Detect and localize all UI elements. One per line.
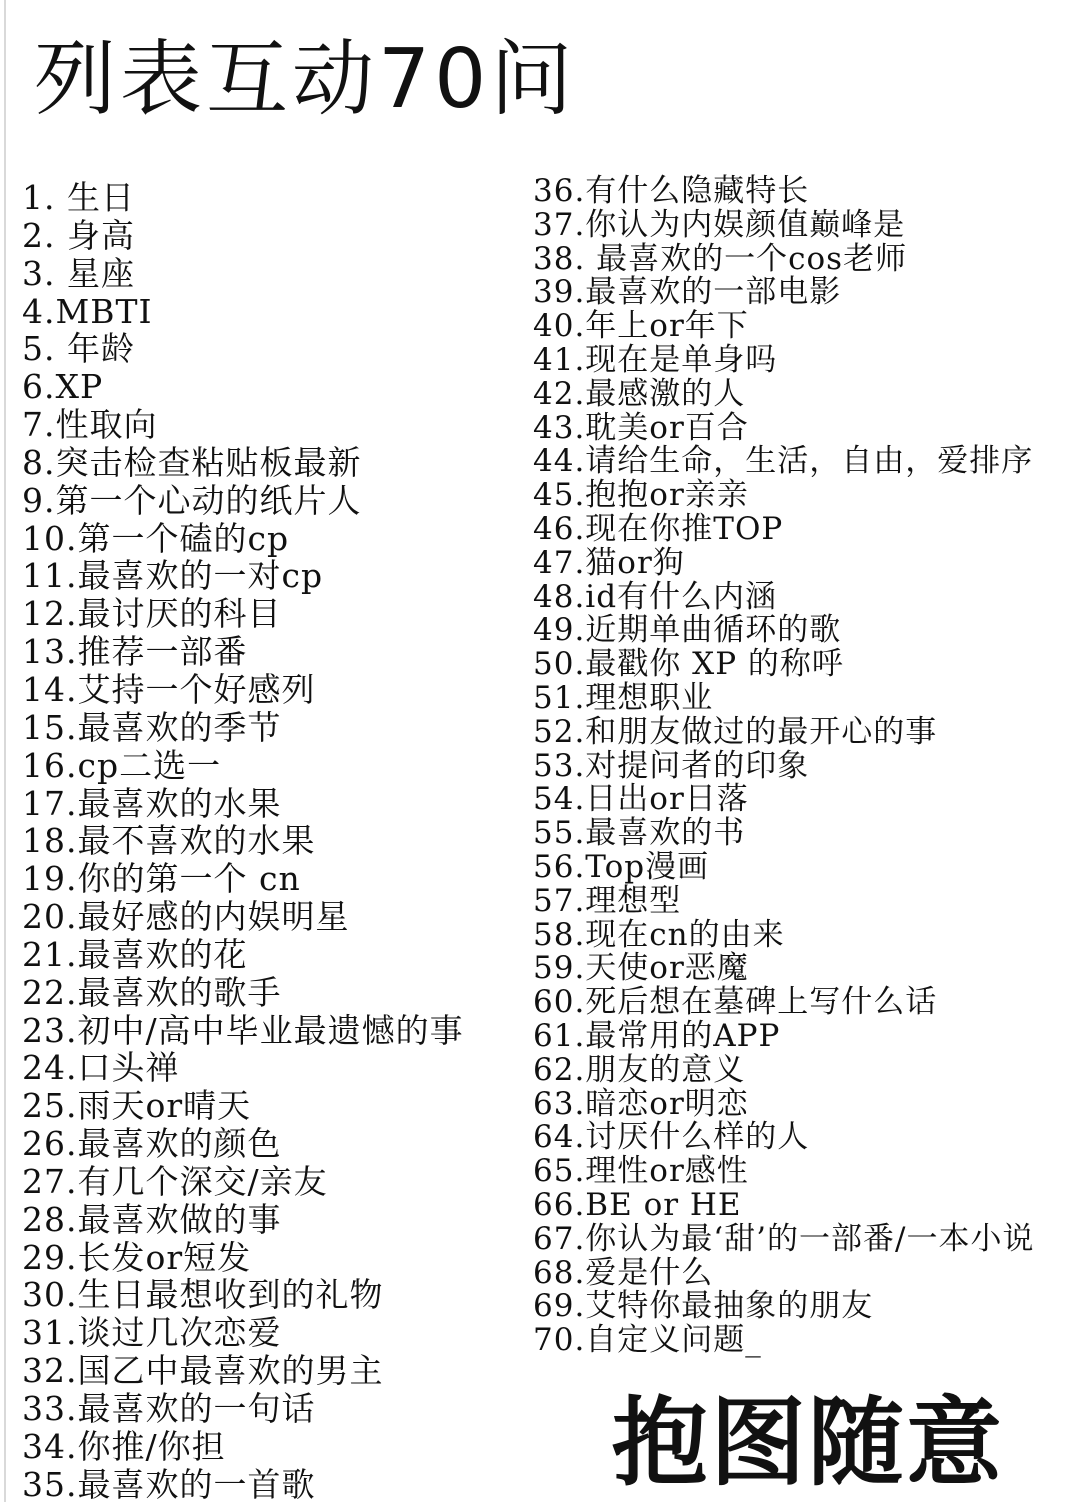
question-item: 59.天使or恶魔 [533, 950, 749, 987]
question-item: 47.猫or狗 [533, 544, 685, 581]
question-item: 32.国乙中最喜欢的男主 [22, 1351, 384, 1391]
question-item: 56.Top漫画 [533, 848, 710, 885]
question-item: 62.朋友的意义 [533, 1051, 746, 1088]
question-item: 57.理想型 [533, 882, 682, 919]
question-item: 49.近期单曲循环的歌 [533, 612, 842, 649]
question-item: 30.生日最想收到的礼物 [22, 1275, 384, 1315]
question-item: 22.最喜欢的歌手 [22, 972, 282, 1012]
question-item: 53.对提问者的印象 [533, 747, 810, 784]
tagline: 抱图随意 [612, 1387, 1004, 1499]
question-item: 27.有几个深交/亲友 [22, 1161, 328, 1201]
question-item: 51.理想职业 [533, 679, 714, 716]
question-item: 54.日出or日落 [533, 781, 749, 818]
question-item: 43.耽美or百合 [533, 409, 749, 446]
question-item: 25.雨天or晴天 [22, 1086, 252, 1126]
question-item: 42.最感激的人 [533, 375, 746, 412]
question-item: 4.MBTI [22, 291, 153, 331]
question-item: 16.cp二选一 [22, 745, 222, 785]
question-item: 28.最喜欢做的事 [22, 1199, 282, 1239]
question-item: 1. 生日 [22, 178, 135, 217]
question-item: 64.讨厌什么样的人 [533, 1119, 810, 1156]
question-item: 14.艾持一个好感列 [22, 669, 316, 709]
question-item: 41.现在是单身吗 [533, 341, 778, 378]
question-item: 3. 星座 [22, 253, 135, 293]
question-item: 36.有什么隐藏特长 [533, 173, 810, 209]
question-item: 50.最戳你 XP 的称呼 [533, 646, 844, 683]
question-item: 61.最常用的APP [533, 1017, 781, 1054]
question-item: 34.你推/你担 [22, 1426, 226, 1466]
question-item: 45.抱抱or亲亲 [533, 477, 749, 514]
question-item: 44.请给生命，生活，自由，爱排序 [533, 443, 1034, 480]
question-item: 70.自定义问题_ [533, 1322, 762, 1359]
left-border-line [4, 0, 6, 1502]
question-item: 67.你认为最‘甜’的一部番/一本小说 [533, 1220, 1035, 1257]
question-item: 13.推荐一部番 [22, 632, 248, 672]
question-item: 69.艾特你最抽象的朋友 [533, 1288, 874, 1325]
question-item: 23.初中/高中毕业最遗憾的事 [22, 1010, 464, 1050]
question-list-left-column [22, 179, 522, 1504]
question-item: 6.XP [22, 367, 104, 407]
question-item: 8.突击检查粘贴板最新 [22, 442, 362, 482]
question-item: 17.最喜欢的水果 [22, 783, 282, 823]
question-item: 19.你的第一个 cn [22, 859, 301, 899]
question-item: 52.和朋友做过的最开心的事 [533, 713, 938, 750]
question-item: 29.长发or短发 [22, 1237, 252, 1277]
question-item: 20.最好感的内娱明星 [22, 897, 350, 937]
question-item: 68.爱是什么 [533, 1254, 714, 1291]
question-item: 24.口头禅 [22, 1048, 180, 1088]
question-item: 38. 最喜欢的一个cos老师 [533, 240, 908, 277]
question-item: 55.最喜欢的书 [533, 815, 746, 852]
page-title: 列表互动70问 [34, 32, 577, 127]
question-item: 2. 身高 [22, 215, 135, 255]
question-item: 7.性取向 [22, 405, 158, 445]
question-item: 66.BE or HE [533, 1186, 742, 1223]
question-item: 18.最不喜欢的水果 [22, 821, 316, 861]
question-item: 60.死后想在墓碑上写什么话 [533, 984, 938, 1021]
question-item: 5. 年龄 [22, 329, 135, 369]
question-list-right-column [533, 175, 1073, 1358]
question-item: 46.现在你推TOP [533, 510, 784, 547]
question-item: 11.最喜欢的一对cp [22, 556, 324, 596]
question-item: 15.最喜欢的季节 [22, 707, 282, 747]
question-item: 48.id有什么内涵 [533, 578, 778, 615]
question-item: 65.理性or感性 [533, 1153, 749, 1190]
question-item: 21.最喜欢的花 [22, 934, 248, 974]
question-item: 9.第一个心动的纸片人 [22, 480, 362, 520]
question-item: 40.年上or年下 [533, 308, 749, 345]
question-item: 26.最喜欢的颜色 [22, 1124, 282, 1164]
question-item: 12.最讨厌的科目 [22, 594, 282, 634]
question-item: 39.最喜欢的一部电影 [533, 274, 842, 311]
question-item: 10.第一个磕的cp [22, 518, 290, 558]
question-item: 63.暗恋or明恋 [533, 1085, 749, 1122]
question-item: 35.最喜欢的一首歌 [22, 1464, 316, 1504]
question-item: 58.现在cn的由来 [533, 916, 785, 953]
question-item: 31.谈过几次恋爱 [22, 1313, 282, 1353]
question-item: 33.最喜欢的一句话 [22, 1389, 316, 1428]
question-item: 37.你认为内娱颜值巅峰是 [533, 206, 906, 243]
